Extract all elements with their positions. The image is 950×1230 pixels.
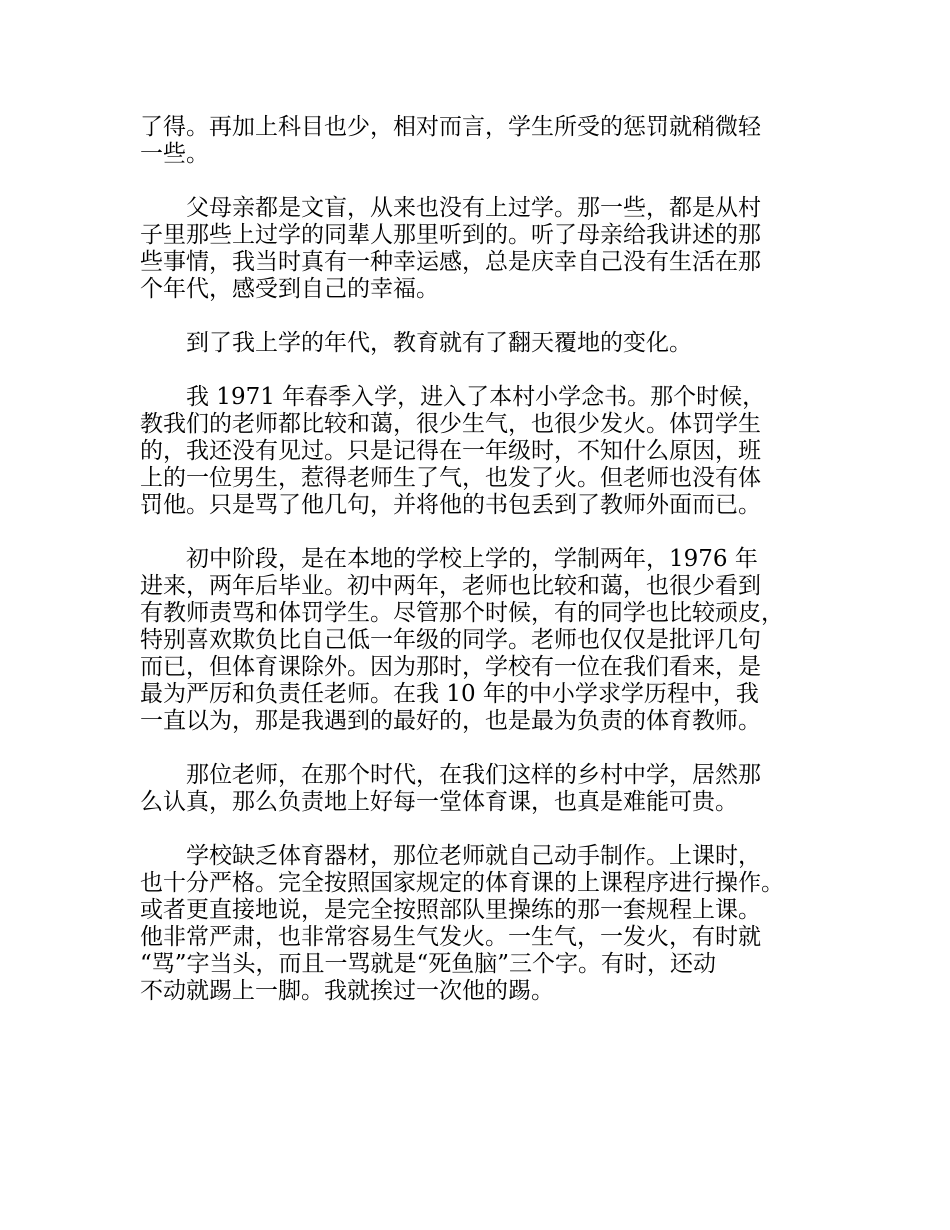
paragraph [140,384,830,519]
text-line: 上的一位男生，惹得老师生了气，也发了火。但老师也没有体 [140,465,761,491]
paragraph [140,330,830,357]
paragraph [140,114,830,168]
document-body [140,114,830,1032]
text-line: 他非常严肃，也非常容易生气发火。一生气，一发火，有时就 [140,924,761,950]
text-line: 进来，两年后毕业。初中两年，老师也比较和蔼，也很少看到 [140,573,761,599]
text-line: 罚他。只是骂了他几句，并将他的书包丢到了教师外面而已。 [140,492,761,518]
text-line: 初中阶段，是在本地的学校上学的，学制两年，1976 年 [186,546,758,572]
text-line: 而已，但体育课除外。因为那时，学校有一位在我们看来，是 [140,654,761,680]
paragraph [140,843,830,1005]
text-line: 最为严厉和负责任老师。在我 10 年的中小学求学历程中，我 [140,681,759,707]
text-line: 父母亲都是文盲，从来也没有上过学。那一些，都是从村 [186,195,761,221]
text-line: “骂”字当头，而且一骂就是“死鱼脑”三个字。有时，还动 [140,951,717,977]
text-line: 不动就踢上一脚。我就挨过一次他的踢。 [140,978,554,1004]
text-line: 特别喜欢欺负比自己低一年级的同学。老师也仅仅是批评几句 [140,627,761,653]
text-line: 些事情，我当时真有一种幸运感，总是庆幸自己没有生活在那 [140,249,761,275]
text-line: 么认真，那么负责地上好每一堂体育课，也真是难能可贵。 [140,789,738,815]
text-line: 教我们的老师都比较和蔼，很少生气，也很少发火。体罚学生 [140,411,761,437]
text-line: 一些。 [140,141,209,167]
paragraph [140,762,830,816]
paragraph [140,546,830,735]
text-line: 我 1971 年春季入学，进入了本村小学念书。那个时候， [186,384,766,410]
text-line: 一直以为，那是我遇到的最好的，也是最为负责的体育教师。 [140,708,761,734]
text-line: 到了我上学的年代，教育就有了翻天覆地的变化。 [186,330,692,356]
text-line: 那位老师，在那个时代，在我们这样的乡村中学，居然那 [186,762,761,788]
text-line: 也十分严格。完全按照国家规定的体育课的上课程序进行操作。 [140,870,784,896]
text-line: 了得。再加上科目也少，相对而言，学生所受的惩罚就稍微轻 [140,114,761,140]
text-line: 的，我还没有见过。只是记得在一年级时，不知什么原因，班 [140,438,761,464]
text-line: 或者更直接地说，是完全按照部队里操练的那一套规程上课。 [140,897,761,923]
text-line: 有教师责骂和体罚学生。尽管那个时候，有的同学也比较顽皮， [140,600,784,626]
text-line: 学校缺乏体育器材，那位老师就自己动手制作。上课时， [186,843,761,869]
text-line: 子里那些上过学的同辈人那里听到的。听了母亲给我讲述的那 [140,222,761,248]
paragraph [140,195,830,303]
text-line: 个年代，感受到自己的幸福。 [140,276,439,302]
